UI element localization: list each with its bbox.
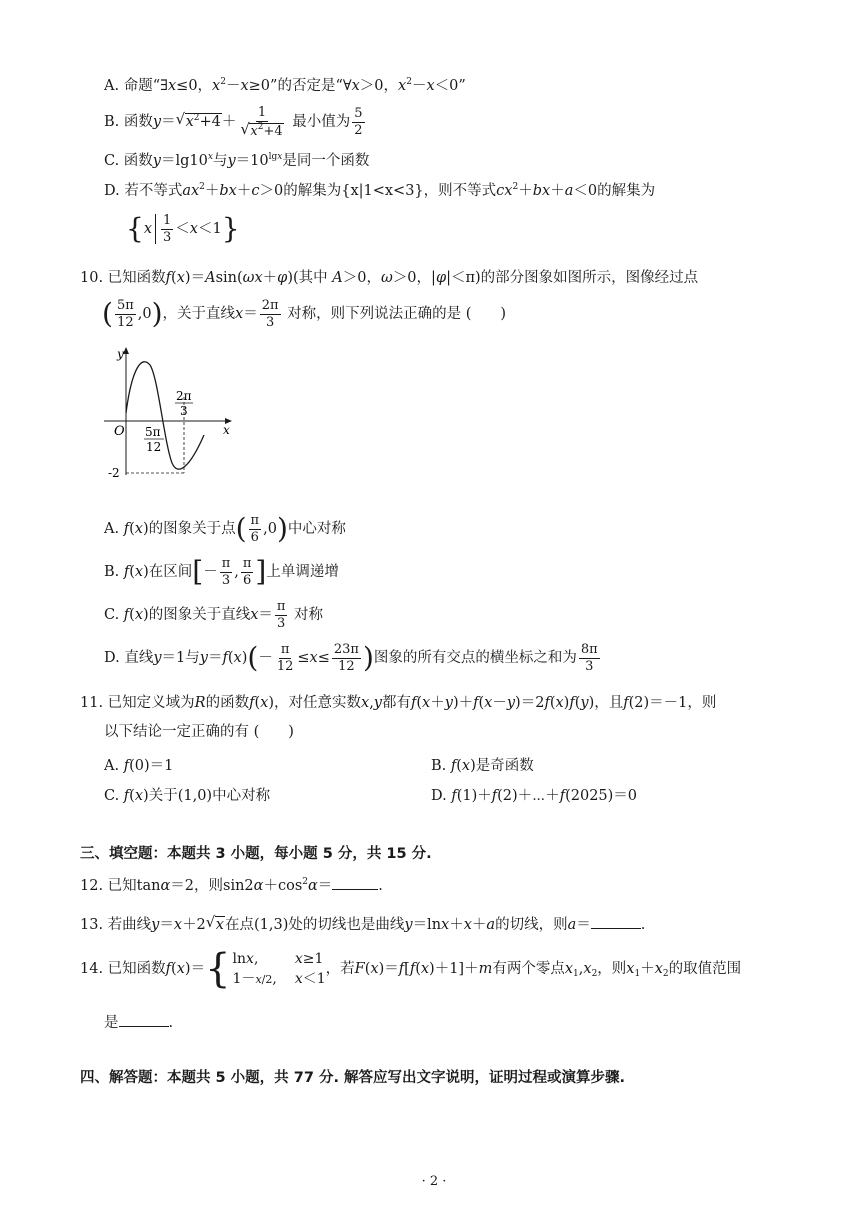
q10-stem-line1: 10. 已知函数f(x)＝Asin(ωx＋φ)(其中 A＞0，ω＞0，|φ|＜π)的部分图象如图所示，图像经过点 [80,270,699,286]
section-3-heading: 三、填空题：本题共 3 小题，每小题 5 分，共 15 分. [80,846,432,862]
q9-option-d: D. 若不等式$ax^2+bx+c>0$的解集为{x|1<x<3}，则不等式$cx^2+bx+a<0$的解集为 [104,182,656,199]
origin-label: O [114,424,125,439]
q14-line1: 14. 已知函数f(x)＝ { lnx, x≥1 1－x/2, x＜1 ，若F(x)＝f[f(x)＋1]＋m有两个零点$x_1,x_2$，则$x_1+x_2$的取值范围 [80,946,742,992]
tick-top-num: 2π [176,389,192,403]
section-4-heading: 四、解答题：本题共 5 小题，共 77 分. 解答应写出文字说明，证明过程或演算步骤. [80,1070,626,1086]
q10-option-c: C. f(x)的图象关于直线x＝ $\frac{\pi}{3}$ 对称 [104,599,324,631]
q10-option-a: A. f(x)的图象关于点( $\frac{\pi}{6}$ ,0)中心对称 [104,512,346,546]
tick-top-den: 3 [180,404,188,418]
y-axis-arrow [123,347,129,354]
q11-option-a: A. f(0)＝1 [104,758,174,774]
tick-bottom-den: 12 [146,440,162,454]
q13: 13. 若曲线y＝x＋2√ x在点(1,3)处的切线也是曲线y＝lnx＋x＋a的切线，则a＝ . [80,916,645,933]
tick-bottom-num: 5π [145,425,161,439]
page-number: · 2 · [421,1174,447,1189]
q11-stem-line1: 11. 已知定义域为R的函数f(x)，对任意实数x,y都有f(x＋y)＋f(x－y)＝2f(x)f(y)，且f(2)＝－1，则 [80,695,717,711]
sine-curve [126,362,204,469]
q9-option-a: A. 命题“∃x≤0，$x^2-x\ge 0$”的否定是“∀x＞0，$x^2-x<0$” [104,77,466,94]
q11-stem-line2: 以下结论一定正确的有 ( ) [104,724,294,740]
q12: 12. 已知tanα＝2，则$\sin 2\alpha+\cos^2\alpha=$ . [80,877,383,894]
q9-option-d-answer-set: {x $\frac{1}{3}$ ＜x＜1} [126,212,240,246]
q9-option-c: C. 函数$y=\lg 10^x$与$y=10^{lgx}$是同一个函数 [104,152,370,169]
x-axis-label: x [223,423,230,437]
y-axis-label: y [117,347,124,361]
q10-option-b: B. f(x)在区间[－ $\frac{\pi}{3}$ , $\frac{\pi}{6}$ ]上单调递增 [104,555,339,589]
q11-option-b: B. f(x)是奇函数 [431,758,534,774]
q11-option-d: D. f(1)＋f(2)＋⋯＋f(2025)＝0 [431,788,638,804]
q10-option-d: D. 直线y＝1与y＝f(x)(－ $\frac{\pi}{12}$ ≤x≤ $\frac{23\pi}{12}$ )图象的所有交点的横坐标之和为 $\frac{8\pi}{3}$ [104,641,598,675]
q11-option-c: C. f(x)关于(1,0)中心对称 [104,788,271,804]
q14-line2: 是 . [104,1015,174,1031]
min-value-label: -2 [108,466,120,480]
q10-stem-line2: ( $\frac{5\pi}{12}$ ,0)，关于直线x＝ $\frac{2\pi}{3}$ 对称，则下列说法正确的是 ( ) [102,297,507,331]
q9-option-b: B. 函数y＝√ $x^2+4+$ 1 √ $x^2+4$ 最小值为 $\frac{5}{2}$ [104,106,367,138]
q10-graph [100,345,240,485]
